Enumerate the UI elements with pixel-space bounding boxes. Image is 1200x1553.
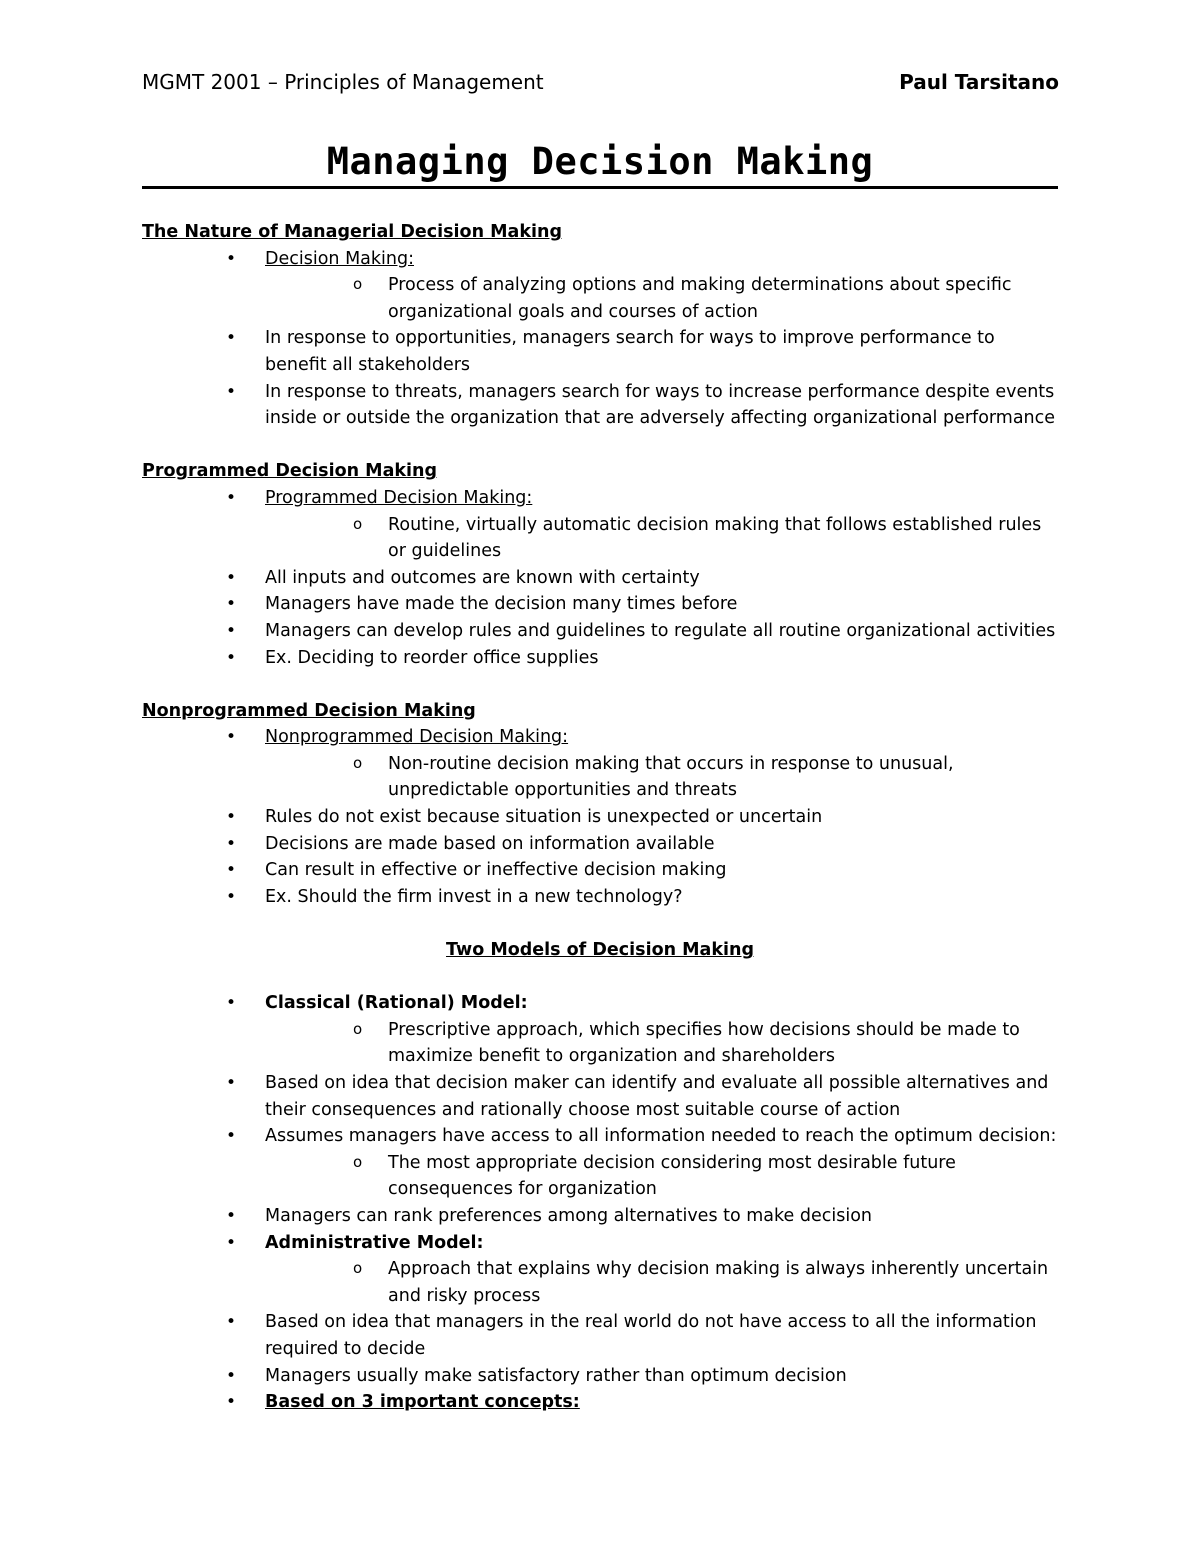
item-text: Based on idea that managers in the real world do not have access to all the information required to decide: [265, 1312, 1037, 1359]
bullet-icon: •: [226, 993, 237, 1014]
section-heading-programmed: Programmed Decision Making: [142, 461, 438, 482]
section-heading-nonprogrammed: Nonprogrammed Decision Making: [142, 700, 476, 721]
item-text: Can result in effective or ineffective decision making: [265, 860, 727, 881]
circle-bullet-icon: o: [353, 1259, 363, 1278]
item-text: Programmed Decision Making:: [265, 487, 533, 508]
item-text: Approach that explains why decision making is always inherently uncertain and risky process: [388, 1259, 1049, 1306]
list-item: [142, 1309, 1058, 1362]
author-header: Paul Tarsitano: [899, 70, 1059, 94]
item-text: In response to opportunities, managers search for ways to improve performance to benefit all stakeholders: [265, 328, 995, 375]
section-heading-models: Two Models of Decision Making: [446, 940, 754, 961]
list-item: [142, 831, 1058, 858]
bullet-icon: •: [226, 886, 237, 907]
list-item: [142, 246, 1058, 326]
list-item: [142, 379, 1058, 432]
sub-list-item: [142, 272, 1058, 325]
bullet-icon: •: [226, 381, 237, 402]
bullet-icon: •: [226, 1392, 237, 1413]
item-text: The most appropriate decision considering most desirable future consequences for organization: [388, 1152, 956, 1200]
circle-bullet-icon: o: [353, 275, 363, 294]
item-text: Prescriptive approach, which specifies how decisions should be made to maximize benefit to organization and shareholders: [388, 1019, 1020, 1067]
list-item: [142, 1389, 1058, 1416]
sub-list: [265, 272, 1058, 325]
title-underline: [142, 186, 1058, 189]
item-text: Non-routine decision making that occurs in response to unusual, unpredictable opportunities and threats: [388, 753, 954, 801]
sub-list: [265, 1150, 1058, 1203]
circle-bullet-icon: o: [353, 514, 363, 533]
sub-list-item: [142, 1017, 1058, 1070]
item-text: In response to threats, managers search for ways to increase performance despite events inside or outside the organization that are adversely affecting organizational performance: [265, 381, 1056, 429]
sub-list-item: [142, 1256, 1058, 1309]
sub-list: [265, 512, 1058, 565]
list-item: [142, 1230, 1058, 1310]
list-item: [142, 591, 1058, 618]
bullet-icon: •: [226, 727, 237, 748]
list-item: [142, 804, 1058, 831]
list-item: [142, 485, 1058, 565]
list-item: [142, 1123, 1058, 1203]
sub-list-item: [142, 512, 1058, 565]
bullet-icon: •: [226, 833, 237, 854]
spacer: [142, 671, 1058, 698]
list-item: [142, 565, 1058, 592]
list-item: [142, 1070, 1058, 1123]
programmed-list: [142, 485, 1058, 671]
item-text: Based on idea that decision maker can identify and evaluate all possible alternatives and their consequences and rationally choose most suitable course of action: [265, 1073, 1049, 1120]
bullet-icon: •: [226, 860, 237, 881]
section-heading-nature: The Nature of Managerial Decision Making: [142, 222, 562, 242]
bullet-icon: •: [226, 594, 237, 615]
item-text: Ex. Should the firm invest in a new technology?: [265, 886, 683, 907]
item-text: Nonprogrammed Decision Making:: [265, 727, 569, 748]
sub-list-item: [142, 1150, 1058, 1203]
sub-list: [265, 1017, 1058, 1070]
list-item: [142, 884, 1058, 911]
item-text: Ex. Deciding to reorder office supplies: [265, 647, 599, 668]
item-text: Managers usually make satisfactory rather than optimum decision: [265, 1365, 847, 1386]
bullet-icon: •: [226, 487, 237, 508]
item-text: Classical (Rational) Model:: [265, 993, 528, 1014]
item-text: Rules do not exist because situation is unexpected or uncertain: [265, 807, 823, 828]
list-item: [142, 1203, 1058, 1230]
bullet-icon: •: [226, 328, 237, 349]
bullet-icon: •: [226, 1126, 237, 1147]
nature-list: [142, 246, 1058, 432]
item-text: Based on 3 important concepts:: [265, 1392, 580, 1413]
list-item: [142, 645, 1058, 672]
page-title: Managing Decision Making: [326, 140, 874, 183]
item-text: All inputs and outcomes are known with certainty: [265, 567, 700, 588]
bullet-icon: •: [226, 647, 237, 668]
bullet-icon: •: [226, 1312, 237, 1333]
item-text: Routine, virtually automatic decision making that follows established rules or guidelines: [388, 514, 1042, 562]
bullet-icon: •: [226, 567, 237, 588]
sub-list: [265, 1256, 1058, 1309]
bullet-icon: •: [226, 1365, 237, 1386]
nonprogrammed-list: [142, 724, 1058, 910]
item-text: Decision Making:: [265, 248, 414, 269]
bullet-icon: •: [226, 1073, 237, 1093]
list-item: [142, 724, 1058, 804]
spacer: [142, 432, 1058, 459]
circle-bullet-icon: o: [353, 1152, 363, 1171]
list-item: [142, 990, 1058, 1070]
item-text: Process of analyzing options and making determinations about specific organizational goals and courses of action: [388, 275, 1012, 322]
sub-list-item: [142, 751, 1058, 804]
circle-bullet-icon: o: [353, 753, 363, 772]
spacer: [142, 910, 1058, 937]
item-text: Managers have made the decision many times before: [265, 594, 738, 615]
item-text: Decisions are made based on information available: [265, 833, 715, 854]
item-text: Administrative Model:: [265, 1232, 484, 1253]
list-item: [142, 857, 1058, 884]
list-item: [142, 1363, 1058, 1390]
spacer: [142, 964, 1058, 991]
course-header: MGMT 2001 – Principles of Management: [142, 70, 544, 94]
item-text: Assumes managers have access to all information needed to reach the optimum decision:: [265, 1126, 1057, 1147]
list-item: [142, 325, 1058, 378]
bullet-icon: •: [226, 1232, 237, 1253]
list-item: [142, 618, 1058, 645]
sub-list: [265, 751, 1058, 804]
bullet-icon: •: [226, 620, 237, 641]
bullet-icon: •: [226, 807, 237, 828]
circle-bullet-icon: o: [353, 1019, 363, 1038]
bullet-icon: •: [226, 1205, 237, 1226]
item-text: Managers can rank preferences among alternatives to make decision: [265, 1205, 873, 1226]
bullet-icon: •: [226, 248, 237, 269]
models-list: [142, 990, 1058, 1416]
item-text: Managers can develop rules and guidelines to regulate all routine organizational activities: [265, 620, 1056, 641]
document-body: [142, 219, 1058, 1416]
